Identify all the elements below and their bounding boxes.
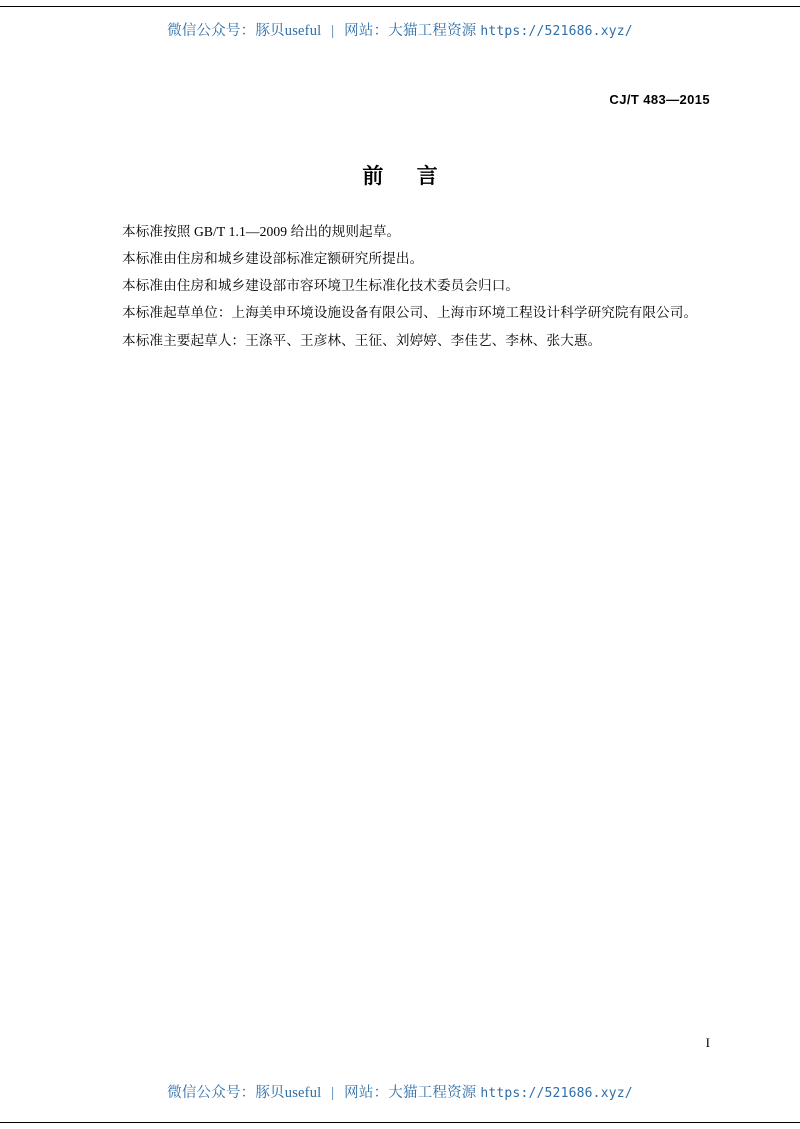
foreword-paragraph-3: 本标准由住房和城乡建设部市容环境卫生标准化技术委员会归口。 [122, 278, 520, 294]
watermark-top-url: https://521686.xyz/ [480, 24, 633, 39]
watermark-bottom-wechat: 微信公众号：豚贝useful [167, 1085, 322, 1101]
watermark-top-separator: | [331, 23, 335, 39]
watermark-top-wechat: 微信公众号：豚贝useful [167, 23, 322, 39]
page-number: I [705, 1035, 710, 1050]
watermark-bottom-url: https://521686.xyz/ [480, 1086, 633, 1101]
foreword-paragraph-4: 本标准起草单位：上海美申环境设施设备有限公司、上海市环境工程设计科学研究院有限公司。 [122, 305, 698, 321]
top-divider-rule [0, 6, 800, 7]
foreword-paragraph-2: 本标准由住房和城乡建设部标准定额研究所提出。 [122, 251, 424, 267]
watermark-top-site: 网站：大猫工程资源 [344, 23, 477, 39]
bottom-divider-rule [0, 1122, 800, 1123]
watermark-bottom [0, 1081, 800, 1102]
watermark-bottom-separator: | [331, 1085, 335, 1101]
watermark-top [0, 19, 800, 40]
foreword-body [122, 222, 712, 358]
foreword-paragraph-1: 本标准按照 GB/T 1.1—2009 给出的规则起草。 [122, 224, 401, 239]
standard-number: CJ/T 483—2015 [609, 92, 710, 107]
page-title: 前 言 [362, 164, 452, 188]
foreword-paragraph-5: 本标准主要起草人：王涤平、王彦林、王征、刘婷婷、李佳艺、李林、张大惠。 [122, 332, 602, 348]
watermark-bottom-site: 网站：大猫工程资源 [344, 1085, 477, 1101]
